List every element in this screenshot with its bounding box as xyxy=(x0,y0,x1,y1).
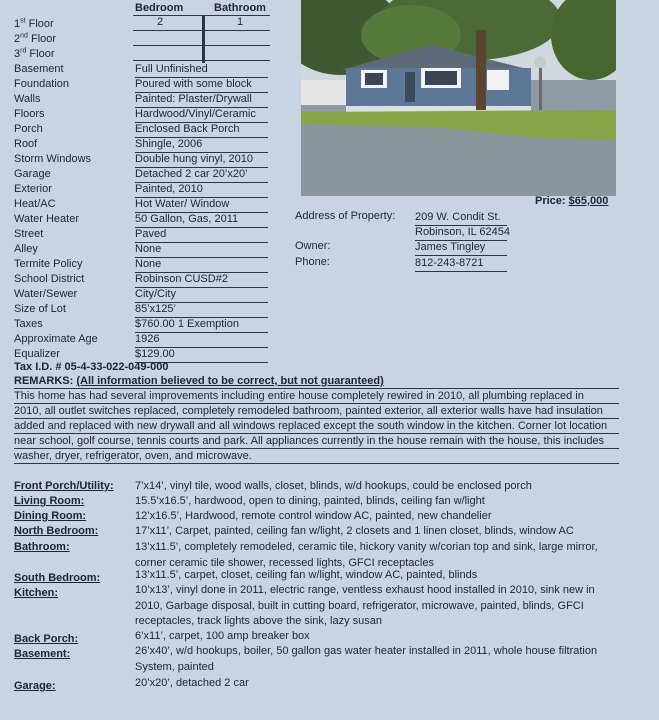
room-label: Living Room: xyxy=(14,495,85,507)
address-line1: 209 W. Condit St. xyxy=(415,210,507,226)
feature-label: Street xyxy=(14,228,44,240)
remarks-line: washer, dryer, refrigerator, oven, and microwave. xyxy=(14,449,619,464)
feature-label: Porch xyxy=(14,123,43,135)
feature-label: Approximate Age xyxy=(14,333,98,345)
feature-label: Alley xyxy=(14,243,38,255)
room-label: Basement: xyxy=(14,648,71,660)
table-divider xyxy=(202,15,205,63)
room-label: South Bedroom: xyxy=(14,572,101,584)
room-label: Back Porch: xyxy=(14,633,79,645)
feature-label: Exterior xyxy=(14,183,52,195)
room-label: Bathroom: xyxy=(14,541,70,553)
floor-3-label: 3rd Floor xyxy=(14,47,55,60)
tax-id: Tax I.D. # 05-4-33-022-049-000 xyxy=(14,361,169,373)
house-photo xyxy=(301,0,616,196)
room-label: North Bedroom: xyxy=(14,525,99,537)
feature-value: Detached 2 car 20’x20’ xyxy=(135,167,268,183)
room-description: 15.5’x16.5’, hardwood, open to dining, painted, blinds, ceiling fan w/light xyxy=(135,495,485,507)
feature-label: Storm Windows xyxy=(14,153,92,165)
room-description: 17’x11’, Carpet, painted, ceiling fan w/light, 2 closets and 1 linen closet, blinds, window AC xyxy=(135,525,574,537)
feature-label: Basement xyxy=(14,63,64,75)
feature-value: Shingle, 2006 xyxy=(135,137,268,153)
floor-1-label: 1st Floor xyxy=(14,17,54,30)
room-description: 20’x20’, detached 2 car xyxy=(135,677,249,689)
room-label: Dining Room: xyxy=(14,510,87,522)
feature-value: None xyxy=(135,242,268,258)
feature-label: Equalizer xyxy=(14,348,60,360)
remarks-line: This home has had several improvements including entire house completely rewired in 2010, all plumbing replaced in xyxy=(14,389,619,404)
feature-value: Painted: Plaster/Drywall xyxy=(135,92,268,108)
feature-value: $129.00 xyxy=(135,347,268,363)
feature-label: Water/Sewer xyxy=(14,288,78,300)
room-description: 6’x11’, carpet, 100 amp breaker box xyxy=(135,630,310,642)
price: Price: $65,000 xyxy=(535,195,609,207)
feature-value: Enclosed Back Porch xyxy=(135,122,268,138)
feature-value: Painted, 2010 xyxy=(135,182,268,198)
room-label: Kitchen: xyxy=(14,587,58,599)
feature-label: Foundation xyxy=(14,78,70,90)
bathroom-header: Bathroom xyxy=(214,2,266,14)
owner-label: Owner: xyxy=(295,240,331,252)
remarks-line: near school, golf course, tennis courts and park. All appliances currently in the house remain with the house, this includes xyxy=(14,434,619,449)
room-description: 10’x13’, vinyl done in 2011, electric range, ventless exhaust hood installed in 2010, sink new in 2010, Garbage disposal, built in cutting board, refrigerator, microwave, painted, blinds, GFCI receptacles, track lights above the sink, lazy susan xyxy=(135,584,595,627)
feature-value: None xyxy=(135,257,268,273)
address-line2: Robinson, IL 62454 xyxy=(415,225,507,241)
feature-value: 85’x125’ xyxy=(135,302,268,318)
feature-value: 50 Gallon, Gas, 2011 xyxy=(135,212,268,228)
feature-label: Roof xyxy=(14,138,38,150)
bedroom-header: Bedroom xyxy=(135,2,184,14)
feature-label: Size of Lot xyxy=(14,303,66,315)
room-description: 12’x16.5’, Hardwood, remote control window AC, painted, new chandelier xyxy=(135,510,492,522)
room-label: Garage: xyxy=(14,680,56,692)
owner-value: James Tingley xyxy=(415,240,507,256)
feature-label: School District xyxy=(14,273,85,285)
feature-value: Poured with some block xyxy=(135,77,268,93)
floor-2-label: 2nd Floor xyxy=(14,32,57,45)
feature-value: Paved xyxy=(135,227,268,243)
room-description: 13’x11.5’, carpet, closet, ceiling fan w/light, window AC, painted, blinds xyxy=(135,569,478,581)
feature-label: Heat/AC xyxy=(14,198,56,210)
feature-label: Water Heater xyxy=(14,213,80,225)
address-label: Address of Property: xyxy=(295,210,396,222)
room-description: 26’x40’, w/d hookups, boiler, 50 gallon gas water heater installed in 2011, whole house filtration System, painted xyxy=(135,645,598,673)
feature-value: Robinson CUSD#2 xyxy=(135,272,268,288)
feature-value: City/City xyxy=(135,287,268,303)
feature-value: Hardwood/Vinyl/Ceramic xyxy=(135,107,268,123)
feature-value: Double hung vinyl, 2010 xyxy=(135,152,268,168)
feature-label: Floors xyxy=(14,108,45,120)
room-description: 13’x11.5’, completely remodeled, ceramic tile, hickory vanity w/corian top and sink, large mirror, corner ceramic tile shower, recessed lights, GFCI receptacles xyxy=(135,541,598,569)
phone-label: Phone: xyxy=(295,256,330,268)
feature-value: $760.00 1 Exemption xyxy=(135,317,268,333)
feature-label: Taxes xyxy=(14,318,43,330)
feature-label: Termite Policy xyxy=(14,258,83,270)
phone-value: 812-243-8721 xyxy=(415,256,507,272)
feature-value: Full Unfinished xyxy=(135,62,268,78)
remarks-line: 2010, all outlet switches replaced, completely remodeled bathroom, painted exterior, all exterior walls have had insulation xyxy=(14,404,619,419)
room-label: Front Porch/Utility: xyxy=(14,480,114,492)
feature-label: Walls xyxy=(14,93,41,105)
floor-1-bathrooms: 1 xyxy=(237,16,244,28)
room-description: 7’x14’, vinyl tile, wood walls, closet, blinds, w/d hookups, could be enclosed porch xyxy=(135,480,532,492)
feature-label: Garage xyxy=(14,168,51,180)
feature-value: 1926 xyxy=(135,332,268,348)
remarks-line: added and replaced with new drywall and all windows replaced except the south window in the kitchen. Corner lot location xyxy=(14,419,619,434)
floor-1-bedrooms: 2 xyxy=(157,16,164,28)
feature-value: Hot Water/ Window xyxy=(135,197,268,213)
remarks-heading: REMARKS: (All information believed to be correct, but not guaranteed) xyxy=(14,374,619,389)
